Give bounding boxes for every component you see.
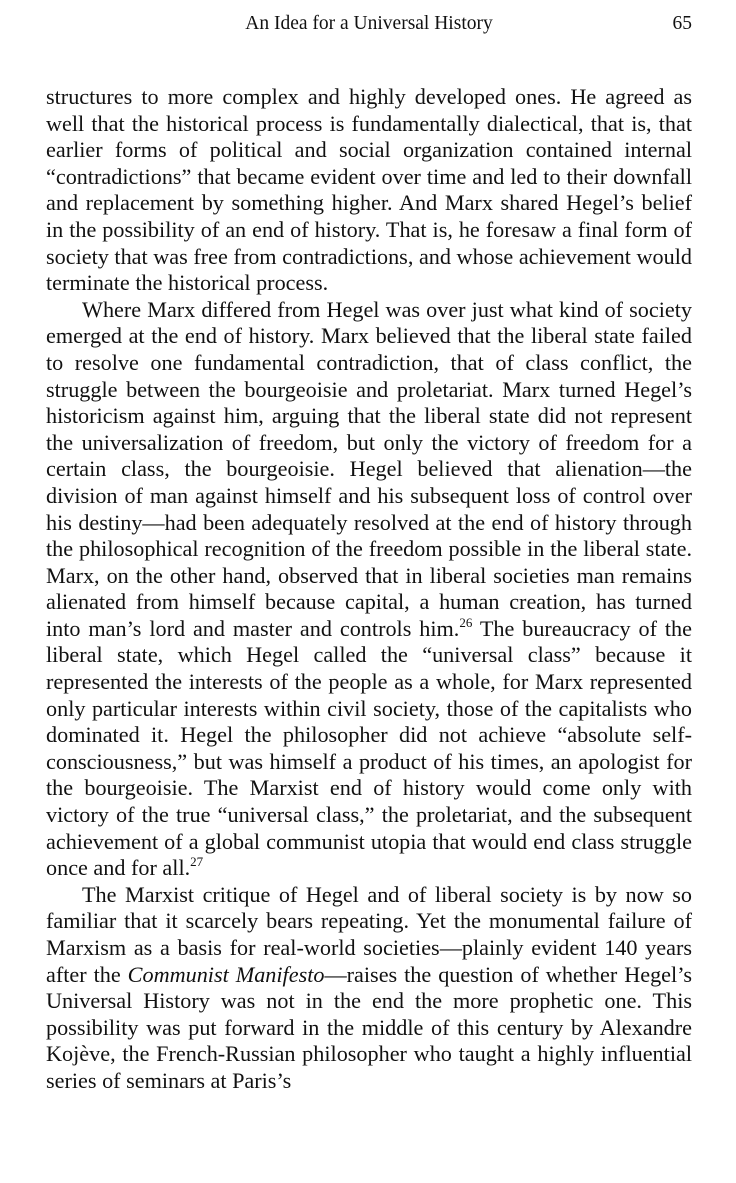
text-run: structures to more complex and highly developed ones. He agreed as well that the historical process is fundamentally dialectical, that is, that earlier forms of political and social organization contained internal “contradictions” that became evident over time and led to their downfall and replacement by something higher. And Marx shared Hegel’s belief in the possibility of an end of history. That is, he foresaw a final form of society that was free from contradictions, and whose achievement would terminate the historical process. (46, 84, 692, 296)
italic-title: Communist Manifesto (127, 961, 325, 987)
footnote-marker: 27 (190, 854, 204, 870)
paragraph (46, 297, 692, 882)
text-run: Where Marx differed from Hegel was over just what kind of society emerged at the end of history. Marx believed that the liberal state failed to resolve one fundamental contradiction, that of class conflict, the struggle between the bourgeoisie and proletariat. Marx turned Hegel’s historicism against him, arguing that the liberal state did not represent the universalization of freedom, but only the victory of freedom for a certain class, the bourgeoisie. Hegel believed that alienation—the division of man against himself and his subsequent loss of control over his destiny—had been adequately resolved at the end of history through the philosophical recognition of the freedom possible in the liberal state. Marx, on the other hand, observed that in liberal societies man remains alienated from himself because capital, a human creation, has turned into man’s lord and master and controls him. (46, 296, 692, 641)
paragraph (46, 882, 692, 1095)
paragraph (46, 84, 692, 297)
running-title: An Idea for a Universal History (245, 13, 493, 34)
running-head (46, 0, 692, 40)
text-run: The Marxist critique of Hegel and of liberal society is by now so familiar that it scarcely bears repeating. Yet the monumental failure of Marxism as a basis for real-world societies—plainly evident 140 years after the (46, 881, 692, 987)
book-page (46, 0, 692, 1095)
text-run: —raises the question of whether Hegel’s Universal History was not in the end the more prophetic one. This possibility was put forward in the middle of this century by Alexandre Kojève, the French-Russian philosopher who taught a highly influential series of seminars at Paris’s (46, 961, 692, 1093)
text-run: The bureaucracy of the liberal state, which Hegel called the “universal class” because it represented the interests of the people as a whole, for Marx represented only particular interests within civil society, those of the capitalists who dominated it. Hegel the philosopher did not achieve “absolute self-consciousness,” but was himself a product of his times, an apologist for the bourgeoisie. The Marxist end of history would come only with victory of the true “universal class,” the proletariat, and the subsequent achievement of a global communist utopia that would end class struggle once and for all. (46, 615, 693, 881)
footnote-marker: 26 (459, 614, 473, 630)
body-text (46, 84, 692, 1095)
page-number: 65 (672, 13, 692, 34)
